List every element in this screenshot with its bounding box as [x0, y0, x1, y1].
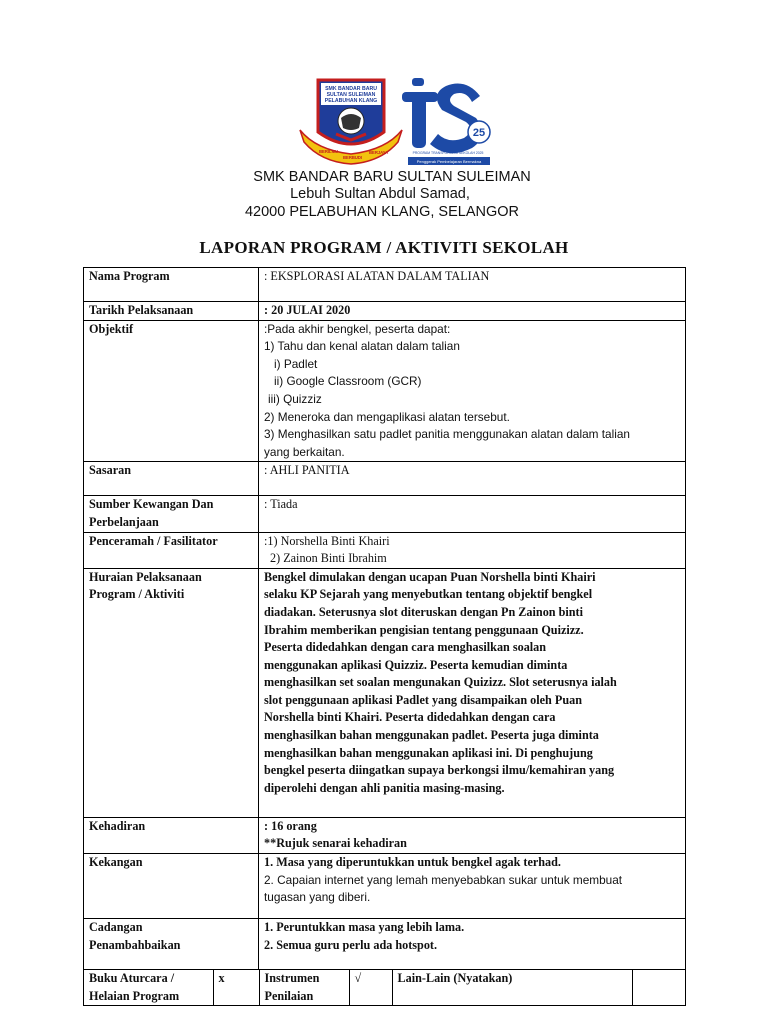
value-kehadiran [259, 817, 686, 853]
label-sasaran: Sasaran [84, 462, 259, 496]
huraian-line: Norshella binti Khairi. Peserta didedahkan dengan cara [264, 710, 556, 725]
crest-line-3: PELABUHAN KLANG [324, 98, 378, 104]
logos [296, 74, 496, 169]
penceramah-line: 2) Zainon Binti Ibrahim [270, 551, 387, 566]
ts25-logo [402, 78, 490, 165]
instrumen-penilaian-label [259, 970, 349, 1005]
instrumen-line-1: Instrumen [264, 970, 320, 985]
motto-1: BERILMU [319, 149, 339, 154]
school-address-line-2: 42000 PELABUHAN KLANG, SELANGOR [244, 204, 519, 220]
cadangan-line: 1. Peruntukkan masa yang lebih lama. [264, 919, 465, 934]
buku-aturcara-label [84, 970, 213, 1005]
value-cadangan [259, 918, 686, 969]
kehadiran-line: **Rujuk senarai kehadiran [264, 836, 407, 851]
label-huraian [84, 568, 259, 817]
lain-lain-mark [632, 970, 687, 1005]
value-kekangan [259, 853, 686, 918]
buku-aturcara-mark: x [213, 970, 259, 1005]
label-huraian-line-1: Huraian Pelaksanaan [89, 569, 202, 584]
row-huraian [84, 568, 686, 817]
objektif-line: 3) Menghasilkan satu padlet panitia menggunakan alatan dalam talian [264, 427, 630, 442]
kekangan-line: 2. Capaian internet yang lemah menyebabkan sukar untuk membuat [264, 872, 623, 887]
row-objektif [84, 320, 686, 462]
instrumen-penilaian-mark: √ [349, 970, 392, 1005]
buku-line-2: Helaian Program [89, 988, 180, 1003]
motto-3: BERJAYA [369, 150, 389, 155]
logo-graphics [296, 74, 496, 169]
label-cadangan-line-2: Penambahbaikan [89, 937, 181, 952]
school-address-line-1: Lebuh Sultan Abdul Samad, [290, 186, 470, 202]
huraian-line: menggunakan aplikasi Quizziz. Peserta kemudian diminta [264, 657, 568, 672]
cadangan-line: 2. Semua guru perlu ada hotspot. [264, 937, 438, 952]
row-sumber [84, 496, 686, 532]
row-nama-program [84, 268, 686, 302]
school-name: SMK BANDAR BARU SULTAN SULEIMAN [253, 169, 531, 185]
value-sasaran: : AHLI PANITIA [259, 462, 686, 496]
lampiran-cell [84, 969, 686, 1005]
row-tarikh [84, 302, 686, 321]
motto-2: BERBUDI [343, 155, 363, 160]
huraian-line: menghasilkan bahan menggunakan aplikasi ini. Di penghujung [264, 745, 593, 760]
label-sumber [84, 496, 259, 532]
objektif-line: 1) Tahu dan kenal alatan dalam talian [264, 339, 460, 354]
value-nama-program: : EKSPLORASI ALATAN DALAM TALIAN [259, 268, 686, 302]
lampiran-table [84, 970, 687, 1005]
value-tarikh: : 20 JULAI 2020 [259, 302, 686, 321]
kekangan-line: tugasan yang diberi. [264, 890, 371, 905]
huraian-line: slot penggunaan aplikasi Padlet yang disampaikan oleh Puan [264, 692, 582, 707]
row-penceramah [84, 532, 686, 568]
lain-lain-label: Lain-Lain (Nyatakan) [392, 970, 632, 1005]
huraian-line: Bengkel dimulakan dengan ucapan Puan Norshella binti Khairi [264, 569, 596, 584]
huraian-line: bengkel peserta diingatkan supaya berkongsi ilmu/kemahiran yang [264, 763, 615, 778]
school-crest-logo [300, 80, 402, 164]
row-lampiran [84, 969, 686, 1005]
label-objektif: Objektif [84, 320, 259, 462]
label-tarikh: Tarikh Pelaksanaan [84, 302, 259, 321]
label-kehadiran: Kehadiran [84, 817, 259, 853]
objektif-line: ii) Google Classroom (GCR) [274, 374, 422, 389]
row-kehadiran [84, 817, 686, 853]
value-sumber: : Tiada [259, 496, 686, 532]
ts25-caption-1: PROGRAM TRANSFORMASI SEKOLAH 2025 [412, 151, 484, 155]
objektif-line: iii) Quizziz [268, 391, 322, 406]
huraian-line: menghasilkan bahan menggunakan padlet. Peserta juga diminta [264, 728, 599, 743]
huraian-line: menghasilkan set soalan mengunakan Quizizz. Slot seterusnya ialah [264, 675, 617, 690]
kekangan-line: 1. Masa yang diperuntukkan untuk bengkel agak terhad. [264, 854, 561, 869]
value-penceramah [259, 532, 686, 568]
label-huraian-line-2: Program / Aktiviti [89, 587, 185, 602]
huraian-line: diperolehi dengan ahli panitia masing-masing. [264, 780, 505, 795]
huraian-line: Peserta didedahkan dengan cara menghasilkan soalan [264, 640, 547, 655]
label-sumber-line-1: Sumber Kewangan Dan [89, 497, 214, 512]
ts25-number: 25 [472, 127, 486, 139]
crest-line-2: SULTAN SULEIMAN [326, 92, 376, 98]
value-huraian [259, 568, 686, 817]
label-cadangan-line-1: Cadangan [89, 919, 143, 934]
label-kekangan: Kekangan [84, 853, 259, 918]
report-title: LAPORAN PROGRAM / AKTIVITI SEKOLAH [199, 238, 569, 257]
label-cadangan [84, 918, 259, 969]
crest-line-1: SMK BANDAR BARU [325, 86, 377, 92]
row-sasaran [84, 462, 686, 496]
row-kekangan [84, 853, 686, 918]
penceramah-line: :1) Norshella Binti Khairi [264, 533, 390, 548]
huraian-line: diadakan. Seterusnya slot diteruskan dengan Pn Zainon binti [264, 604, 583, 619]
ts25-caption-2: Penggerak Pembelajaran Bermakna [416, 159, 482, 164]
kehadiran-line: : 16 orang [264, 818, 317, 833]
label-sumber-line-2: Perbelanjaan [89, 514, 159, 529]
row-cadangan [84, 918, 686, 969]
objektif-line: 2) Meneroka dan mengaplikasi alatan tersebut. [264, 409, 510, 424]
objektif-line: i) Padlet [274, 356, 318, 371]
label-penceramah: Penceramah / Fasilitator [84, 532, 259, 568]
report-table [83, 267, 686, 1006]
objektif-line: :Pada akhir bengkel, peserta dapat: [264, 321, 451, 336]
label-nama-program: Nama Program [84, 268, 259, 302]
buku-line-1: Buku Aturcara / [89, 970, 175, 985]
huraian-line: selaku KP Sejarah yang menyebutkan tentang objektif bengkel [264, 587, 593, 602]
instrumen-line-2: Penilaian [264, 988, 314, 1003]
value-objektif [259, 320, 686, 462]
objektif-line: yang berkaitan. [264, 444, 345, 459]
huraian-line: Ibrahim memberikan pengisian tentang penggunaan Quizizz. [264, 622, 584, 637]
